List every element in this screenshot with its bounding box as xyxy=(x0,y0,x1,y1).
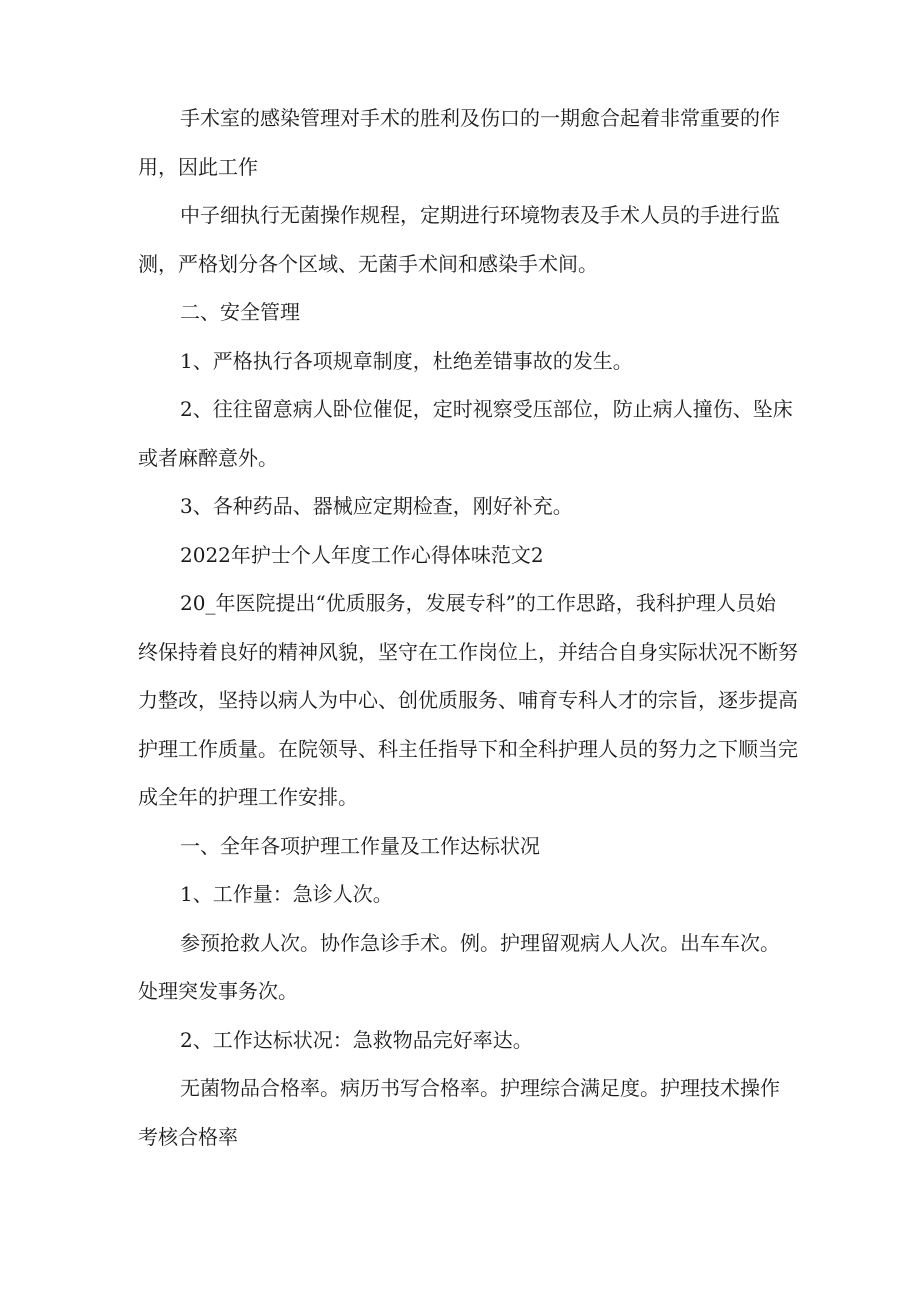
text-line: 测，严格划分各个区域、无菌手术间和感染手术间。 xyxy=(138,251,598,276)
text-line: 3、各种药品、器械应定期检查，刚好补充。 xyxy=(180,494,573,518)
section-heading: 一、全年各项护理工作量及工作达标状况 xyxy=(180,833,540,858)
text-line: 20_年医院提出“优质服务，发展专科”的工作思路，我科护理人员始 xyxy=(180,591,776,615)
text-line: 或者麻醉意外。 xyxy=(138,445,278,470)
text-line: 用，因此工作 xyxy=(138,154,258,179)
text-line: 护理工作质量。在院领导、科主任指导下和全科护理人员的努力之下顺当完 xyxy=(138,736,798,761)
text-line: 力整改，坚持以病人为中心、创优质服务、哺育专科人才的宗旨，逐步提高 xyxy=(138,688,798,712)
article-title: 2022年护士个人年度工作心得体味范文2 xyxy=(180,542,544,567)
text-line: 2、往往留意病人卧位催促，定时视察受压部位，防止病人撞伤、坠床 xyxy=(180,397,793,421)
text-line: 无菌物品合格率。病历书写合格率。护理综合满足度。护理技术操作 xyxy=(180,1076,780,1100)
document-body xyxy=(138,94,798,1161)
text-line: 终保持着良好的精神风貌，坚守在工作岗位上，并结合自身实际状况不断努 xyxy=(138,639,798,664)
text-line: 2、工作达标状况：急救物品完好率达。 xyxy=(180,1027,533,1052)
text-line: 中子细执行无菌操作规程，定期进行环境物表及手术人员的手进行监 xyxy=(180,203,780,227)
text-line: 成全年的护理工作安排。 xyxy=(138,785,358,809)
text-line: 1、工作量：急诊人次。 xyxy=(180,882,393,906)
text-line: 参预抢救人次。协作急诊手术。例。护理留观病人人次。出车车次。 xyxy=(180,930,780,955)
text-line: 考核合格率 xyxy=(138,1124,238,1149)
section-heading: 二、安全管理 xyxy=(180,300,300,324)
text-line: 1、严格执行各项规章制度，杜绝差错事故的发生。 xyxy=(180,348,633,373)
text-line: 处理突发事务次。 xyxy=(138,979,298,1003)
text-line: 手术室的感染管理对手术的胜利及伤口的一期愈合起着非常重要的作 xyxy=(180,106,780,130)
